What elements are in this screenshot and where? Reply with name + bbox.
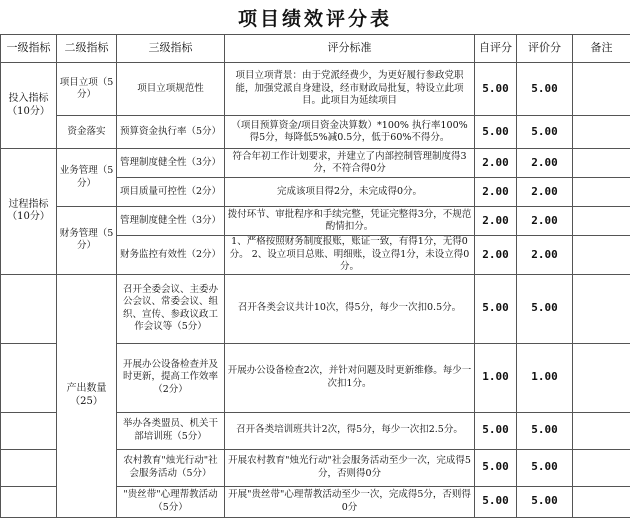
notes-cell	[573, 274, 630, 343]
self-score-cell: 5.00	[475, 449, 517, 486]
criteria-cell: （项目预算资金/项目资金决算数）*100% 执行率100%得5分，每降低5%减0.5分，低于60%不得分。	[225, 116, 475, 149]
level3-cell: 项目质量可控性（2分）	[117, 178, 225, 207]
subgroup-finance-mgmt: 财务管理（5分）	[57, 207, 117, 275]
criteria-cell: 符合年初工作计划要求，并建立了内部控制管理制度得3分，不符合得0分	[225, 149, 475, 178]
criteria-cell: 开展农村教育"烛光行动"社会服务活动至少一次，完成得5分，否则得0分	[225, 449, 475, 486]
self-score-cell: 5.00	[475, 412, 517, 449]
performance-score-table	[0, 34, 630, 518]
level3-cell: 农村教育"烛光行动"社会服务活动（5分）	[117, 449, 225, 486]
criteria-cell: 开展办公设备检查2次，并针对问题及时更新维修。每少一次扣1分。	[225, 343, 475, 412]
level1-empty-cell	[1, 486, 57, 517]
header-criteria: 评分标准	[225, 35, 475, 63]
eval-score-cell: 2.00	[517, 207, 573, 236]
level1-empty-cell	[1, 412, 57, 449]
eval-score-cell: 2.00	[517, 178, 573, 207]
notes-cell	[573, 63, 630, 116]
notes-cell	[573, 449, 630, 486]
criteria-cell: 1、严格按照财务制度报账，账证一致，有得1分，无得0分。 2、设立项目总账、明细账，设立得1分，未设立得0分。	[225, 236, 475, 275]
level3-cell: 召开全委会议、主委办公会议、常委会议、组织、宣传、参政议政工作会议等（5分）	[117, 274, 225, 343]
subgroup-business-mgmt: 业务管理（5分）	[57, 149, 117, 207]
header-eval-score: 评价分	[517, 35, 573, 63]
self-score-cell: 2.00	[475, 236, 517, 275]
criteria-cell: 开展"贵丝带"心理帮教活动至少一次，完成得5分，否则得0分	[225, 486, 475, 517]
table-row	[1, 274, 630, 343]
notes-cell	[573, 486, 630, 517]
eval-score-cell: 2.00	[517, 149, 573, 178]
eval-score-cell: 5.00	[517, 63, 573, 116]
self-score-cell: 2.00	[475, 149, 517, 178]
eval-score-cell: 5.00	[517, 449, 573, 486]
table-row	[1, 149, 630, 178]
eval-score-cell: 5.00	[517, 412, 573, 449]
level1-empty-cell	[1, 449, 57, 486]
criteria-cell: 召开各类会议共计10次，得5分，每少一次扣0.5分。	[225, 274, 475, 343]
notes-cell	[573, 178, 630, 207]
level3-cell: 举办各类盟员、机关干部培训班（5分）	[117, 412, 225, 449]
eval-score-cell: 1.00	[517, 343, 573, 412]
header-level3: 三级指标	[117, 35, 225, 63]
level3-cell: 管理制度健全性（3分）	[117, 207, 225, 236]
header-level2: 二级指标	[57, 35, 117, 63]
level3-cell: 管理制度健全性（3分）	[117, 149, 225, 178]
criteria-cell: 完成该项目得2分，未完成得0分。	[225, 178, 475, 207]
self-score-cell: 1.00	[475, 343, 517, 412]
level3-cell: "贵丝带"心理帮教活动（5分）	[117, 486, 225, 517]
table-row	[1, 63, 630, 116]
eval-score-cell: 5.00	[517, 486, 573, 517]
header-level1: 一级指标	[1, 35, 57, 63]
group-output: 产出数量（25）	[57, 274, 117, 517]
self-score-cell: 5.00	[475, 274, 517, 343]
criteria-cell: 项目立项背景：由于党派经费少，为更好履行参政党职能，加强党派自身建设，经市财政局批复，特设立此项目。此项目为延续项目	[225, 63, 475, 116]
header-notes: 备注	[573, 35, 630, 63]
header-self-score: 自评分	[475, 35, 517, 63]
self-score-cell: 2.00	[475, 178, 517, 207]
criteria-cell: 召开各类培训班共计2次，得5分，每少一次扣2.5分。	[225, 412, 475, 449]
notes-cell	[573, 207, 630, 236]
level1-empty-cell	[1, 343, 57, 412]
notes-cell	[573, 343, 630, 412]
self-score-cell: 5.00	[475, 486, 517, 517]
group-input: 投入指标（10分）	[1, 63, 57, 149]
eval-score-cell: 2.00	[517, 236, 573, 275]
level3-cell: 开展办公设备检查并及时更新，提高工作效率（2分）	[117, 343, 225, 412]
subgroup-project-setup: 项目立项（5分）	[57, 63, 117, 116]
eval-score-cell: 5.00	[517, 116, 573, 149]
notes-cell	[573, 412, 630, 449]
self-score-cell: 5.00	[475, 63, 517, 116]
self-score-cell: 2.00	[475, 207, 517, 236]
level3-cell: 项目立项规范性	[117, 63, 225, 116]
notes-cell	[573, 236, 630, 275]
group-process: 过程指标（10分）	[1, 149, 57, 275]
notes-cell	[573, 116, 630, 149]
subgroup-fund-in-place: 资金落实	[57, 116, 117, 149]
notes-cell	[573, 149, 630, 178]
self-score-cell: 5.00	[475, 116, 517, 149]
table-header-row	[1, 35, 630, 63]
level3-cell: 财务监控有效性（2分）	[117, 236, 225, 275]
table-row	[1, 207, 630, 236]
criteria-cell: 拨付环节、审批程序和手续完整，凭证完整得3分，不规范酌情扣分。	[225, 207, 475, 236]
table-row	[1, 116, 630, 149]
level1-empty-cell	[1, 274, 57, 343]
page-title: 项目绩效评分表	[0, 4, 630, 34]
eval-score-cell: 5.00	[517, 274, 573, 343]
level3-cell: 预算资金执行率（5分）	[117, 116, 225, 149]
